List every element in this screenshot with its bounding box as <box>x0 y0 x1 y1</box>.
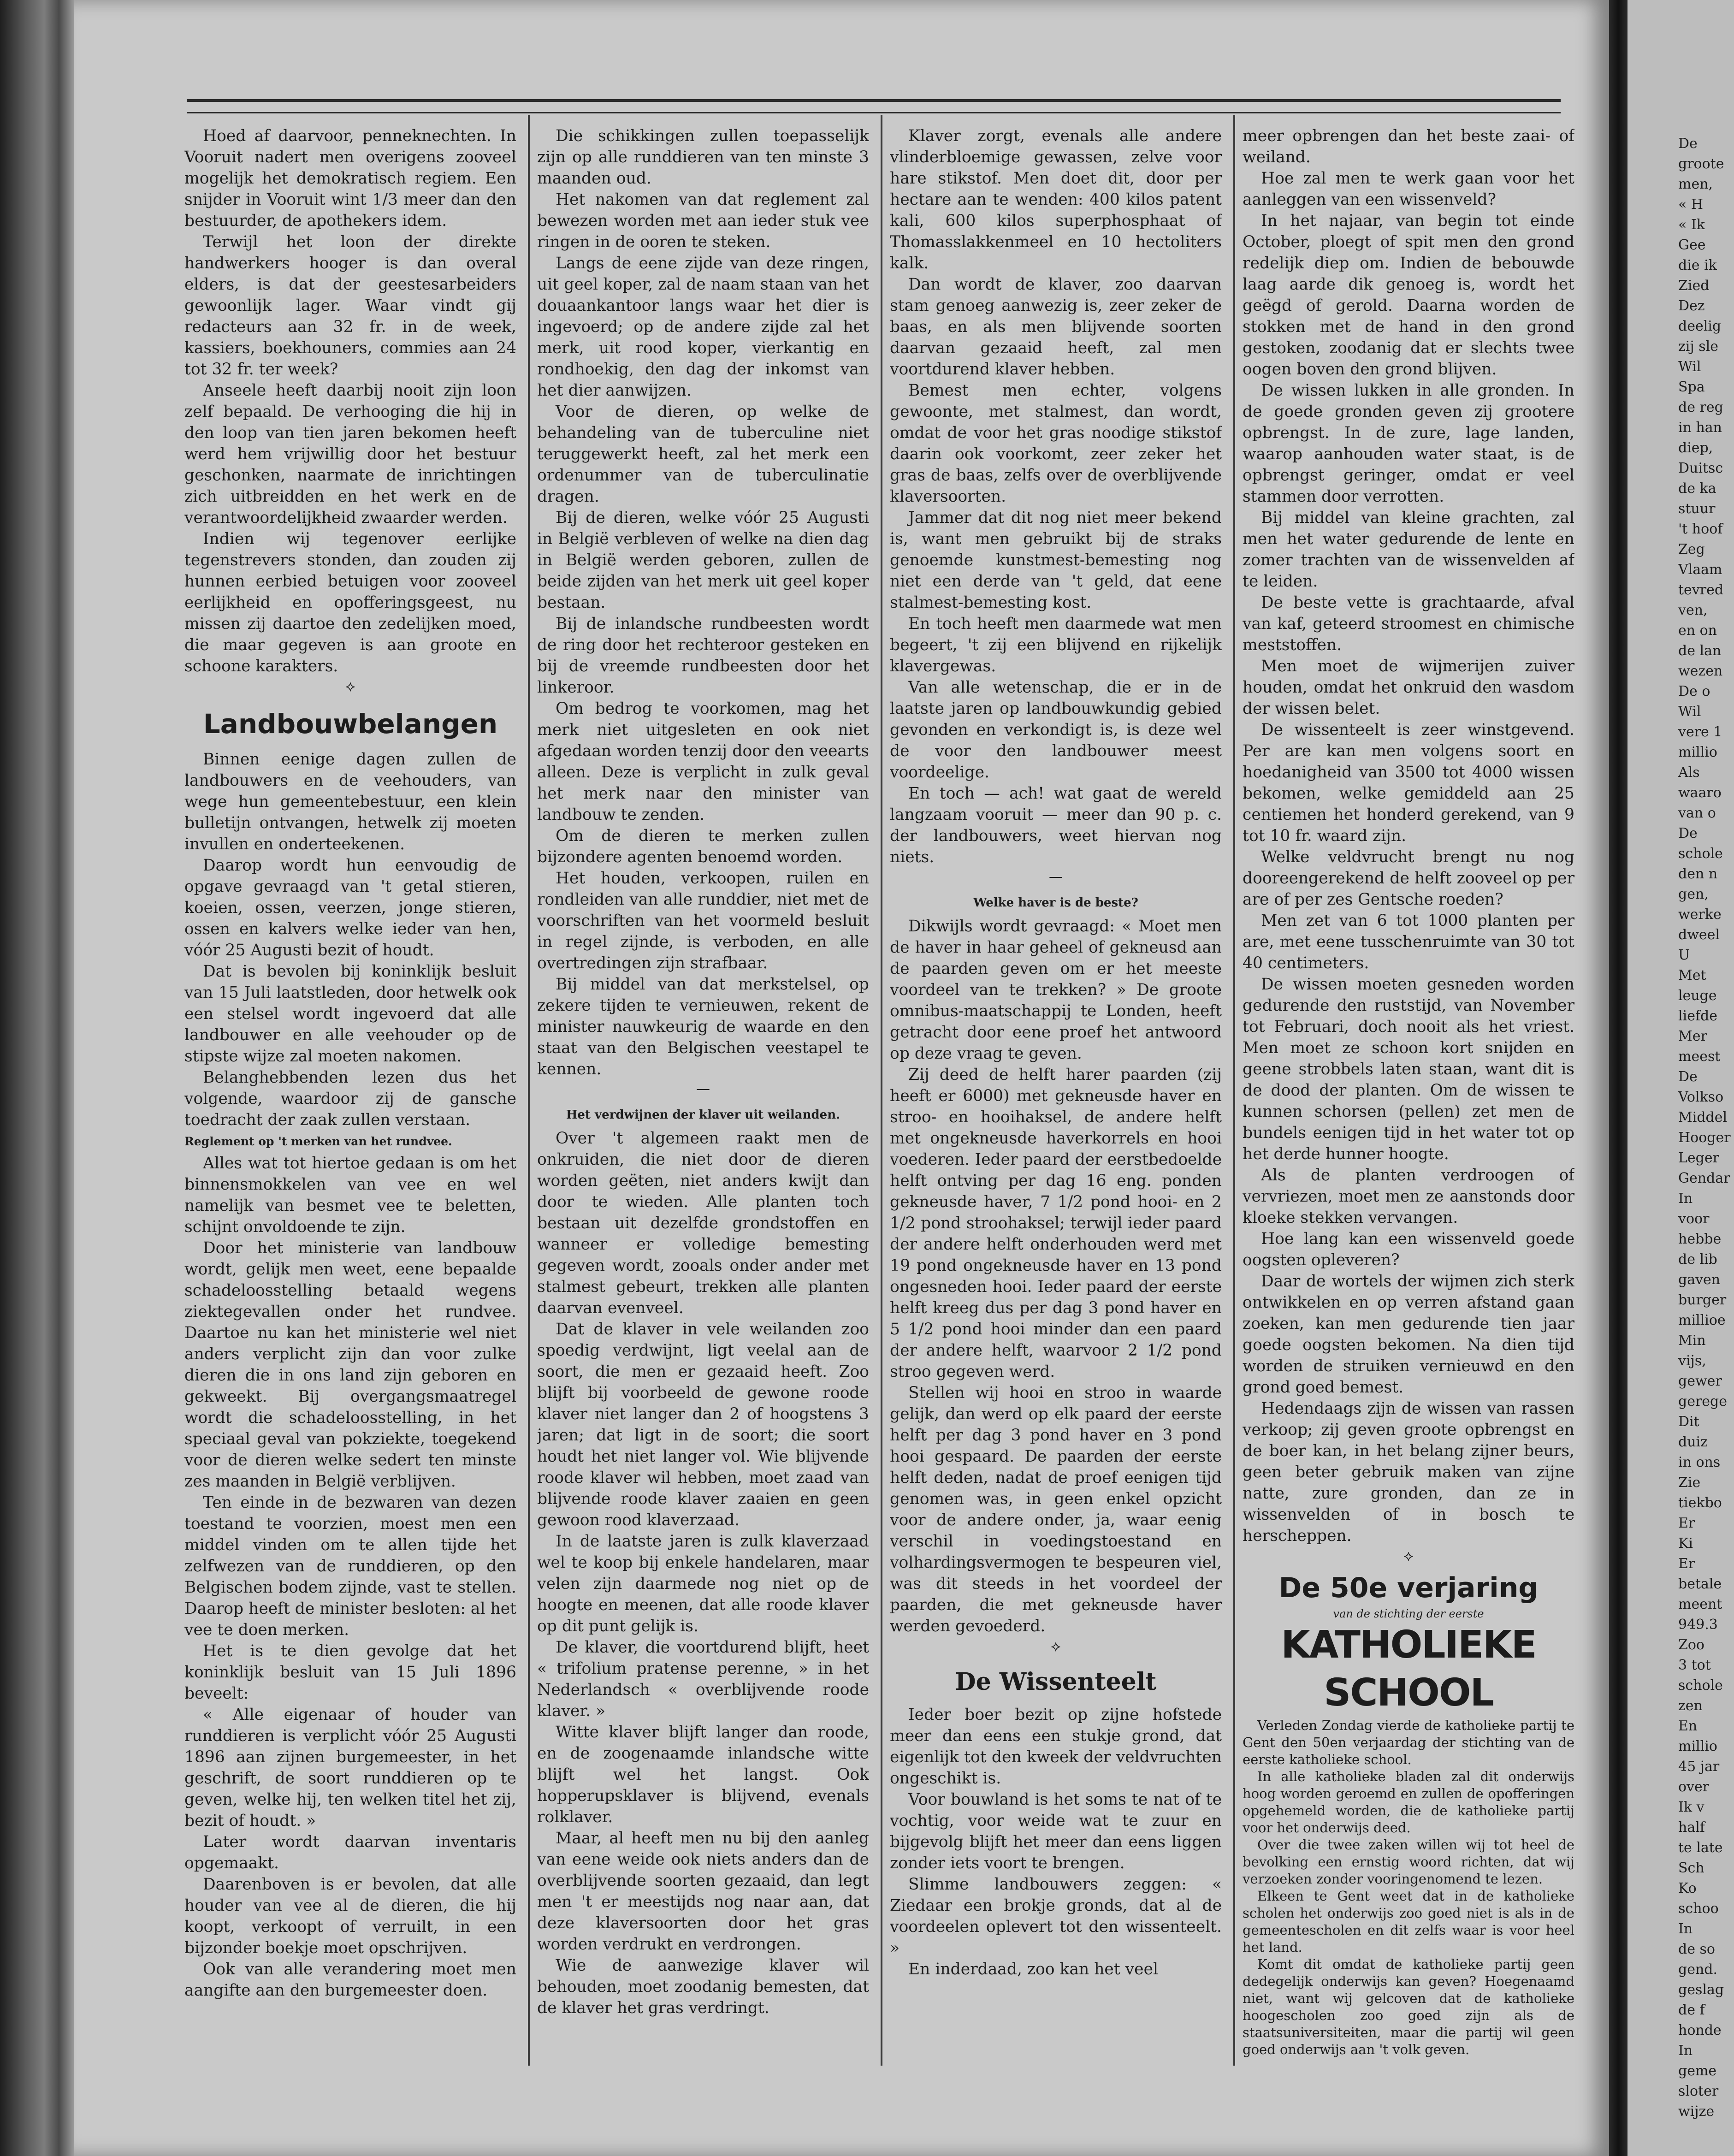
paragraph: In het najaar, van begin tot einde October, ploegt of spit men den grond redelijk diep om. Indien de bebouwde laag aarde dik genoeg is, wordt het geëgd of gerold. Daarna worden de stokken met de hand in den grond gestoken, zoodanig dat er slechts twee oogen boven den grond blijven. <box>1243 212 1574 379</box>
paragraph: Ook van alle verandering moet men aangifte aan den burgemeester doen. <box>184 1960 516 2000</box>
ornament-divider: ⟡ <box>345 677 355 695</box>
paragraph: Over 't algemeen raakt men de onkruiden, die niet door de dieren worden geëten, niet anders kwijt dan door te wieden. Alle planten toch bestaan uit dezelfde grondstoffen en wanneer er volledige bemesting gegeven wordt, zooals onder ander met stalmest gebeurt, trekken alle planten daarvan evenveel. <box>537 1129 869 1317</box>
paragraph: Bij de inlandsche rundbeesten wordt de ring door het rechteroor gesteken en bij de vreemde rundbeesten door het linkeroor. <box>537 615 869 697</box>
paragraph: Wie de aanwezige klaver wil behouden, moet zoodanig bemesten, dat de klaver het gras verdringt. <box>537 1956 869 2017</box>
next-page-line: 't hoof <box>1678 521 1723 537</box>
paragraph: Belanghebbenden lezen dus het volgende, waardoor zij de gansche toedracht der zaak zullen verstaan. <box>184 1068 516 1129</box>
next-page-line: Mer <box>1678 1028 1707 1044</box>
next-page-line: U <box>1678 947 1690 963</box>
next-page-line: Met <box>1678 967 1706 983</box>
next-page-line: tevred <box>1678 582 1724 598</box>
next-page-line: dweel <box>1678 927 1720 943</box>
next-page-line: 45 jar <box>1678 1759 1720 1775</box>
next-page-line: gaven <box>1678 1272 1721 1288</box>
paragraph: Indien wij tegenover eerlijke tegenstrevers stonden, dan zouden zij hunnen eerbied betuigen voor zooveel eerlijkheid en opofferingsgeest, nu missen zij daartoe den zedelijken moed, die maar gegeven is aan groote en schoone karakters. <box>184 530 516 675</box>
paragraph: Als de planten verdroogen of vervriezen, moet men ze aanstonds door kloeke stekken vervangen. <box>1243 1166 1574 1227</box>
next-page-line: meest <box>1678 1048 1721 1065</box>
next-page-line: Ki <box>1678 1535 1693 1552</box>
book-edge <box>0 0 74 2156</box>
next-page-line: Dez <box>1678 298 1705 314</box>
next-page-line: de lan <box>1678 643 1722 659</box>
next-page-line: wezen <box>1678 663 1723 679</box>
paragraph: De wissen moeten gesneden worden gedurende den ruststijd, van November tot Februari, doch nooit als het vriest. Men moet ze schoon kort snijden en geene strobbels laten staan, want dit is de dood der planten. Om de wissen te kunnen schorsen (pellen) zet men de bundels eenigen tijd in het water tot op het derde hunner hoogte. <box>1243 975 1574 1163</box>
next-page-line: De o <box>1678 683 1710 699</box>
paragraph: Voor de dieren, op welke de behandeling van de tuberculine niet teruggewerkt heeft, zal het merk een ordenummer van de tuberculinatie dragen. <box>537 403 869 506</box>
next-page-line: Volkso <box>1678 1089 1724 1105</box>
next-page-line: in han <box>1678 420 1722 436</box>
next-page-line: millio <box>1678 744 1717 760</box>
paragraph: Dat de klaver in vele weilanden zoo spoedig verdwijnt, ligt veelal aan de soort, die men er gezaaid heeft. Zoo blijft bij voorbeeld de gewone roode klaver niet langer dan 2 of hoogstens 3 jaren; dat ligt in de soort; die soort houdt het niet langer vol. Wie blijvende roode klaver wil hebben, moet zaad van blijvende roode klaver zaaien en geen gewoon rood klaverzaad. <box>537 1320 869 1529</box>
next-page-line: schole <box>1678 846 1723 862</box>
paragraph: De klaver, die voortdurend blijft, heet « trifolium pratense perenne, » in het Nederlandsch « overblijvende roode klaver. » <box>537 1638 869 1720</box>
next-page-line: de ka <box>1678 480 1716 497</box>
next-page-line: de so <box>1678 1941 1715 1957</box>
paragraph: Het is te dien gevolge dat het koninklijk besluit van 15 Juli 1896 beveelt: <box>184 1642 516 1703</box>
paragraph: Het nakomen van dat reglement zal bewezen worden met aan ieder stuk vee ringen in de ooren te steken. <box>537 190 869 251</box>
paragraph: Klaver zorgt, evenals alle andere vlinderbloemige gewassen, zelve voor hare stikstof. Men doet dit, door per hectare aan te wenden: 400 kilos patent kali, 600 kilos superphosphaat of Thomasslakkenmeel en 10 hectoliters kalk. <box>890 127 1222 272</box>
next-page-line: tiekbo <box>1678 1495 1722 1511</box>
paragraph: Hoe lang kan een wissenveld goede oogsten opleveren? <box>1243 1230 1574 1269</box>
section-heading: Landbouwbelangen <box>203 708 498 740</box>
paragraph: Later wordt daarvan inventaris opgemaakt. <box>184 1833 516 1872</box>
paragraph: En inderdaad, zoo kan het veel <box>908 1960 1159 1978</box>
next-page-line: Er <box>1678 1515 1695 1531</box>
paragraph: Welke veldvrucht brengt nu nog dooreengerekend de helft zooveel op per are of per zes Gentsche roeden? <box>1243 848 1574 909</box>
next-page-line: meent <box>1678 1596 1722 1612</box>
next-page-line: gend. <box>1678 1961 1718 1978</box>
next-page-line: geme <box>1678 2063 1717 2079</box>
paragraph: Hoed af daarvoor, penneknechten. In Vooruit nadert men overigens zooveel mogelijk het demokratisch regiem. Een snijder in Vooruit wint 1/3 meer dan den bestuurder, de apothekers idem. <box>184 127 516 230</box>
next-page-line: burger <box>1678 1292 1727 1308</box>
newspaper-page <box>74 0 1609 2156</box>
paragraph: En toch — ach! wat gaat de wereld langzaam vooruit — meer dan 90 p. c. der landbouwers, weet hiervan nog niets. <box>890 784 1222 866</box>
next-page-line: vijs, <box>1678 1353 1706 1369</box>
paragraph: Dikwijls wordt gevraagd: « Moet men de haver in haar geheel of gekneusd aan de paarden geven om er het meeste voordeel van te trekken? » De groote omnibus-maatschappij te Londen, heeft getracht door eene proef het antwoord op deze vraag te geven. <box>890 917 1222 1063</box>
next-page-line: Leger <box>1678 1150 1719 1166</box>
paragraph: Jammer dat dit nog niet meer bekend is, want men gebruikt bij de straks genoemde kunstmest-bemesting nog niet een derde van 't geld, dat eene stalmest-bemesting kost. <box>890 509 1222 612</box>
next-page-line: vere 1 <box>1678 724 1722 740</box>
paragraph: Die schikkingen zullen toepasselijk zijn op alle runddieren van ten minste 3 maanden oud. <box>537 127 869 188</box>
next-page-line: waaro <box>1678 785 1722 801</box>
next-page-line: diep, <box>1678 440 1713 456</box>
paragraph: Terwijl het loon der direkte handwerkers hooger is dan overal elders, is dat der geestesarbeiders gewoonlijk lager. Waar vindt gij redacteurs aan 32 fr. in de week, kassiers, boekhouners, commies aan 24 tot 32 fr. ter week? <box>184 233 516 379</box>
paragraph: Men moet de wijmerijen zuiver houden, omdat het onkruid den wasdom der wissen belet. <box>1243 657 1574 718</box>
next-page-line: ven, <box>1678 602 1708 618</box>
next-page-line: half <box>1678 1819 1705 1836</box>
paragraph: Men zet van 6 tot 1000 planten per are, met eene tusschenruimte van 30 tot 40 centimeters. <box>1243 912 1574 972</box>
next-page-line: de reg <box>1678 399 1723 415</box>
paragraph: De wissenteelt is zeer winstgevend. Per are kan men volgens soort en hoedanigheid van 3500 tot 4000 wissen bekomen, welke gemiddeld aan 25 centiemen het honderd gerekend, van 9 tot 10 fr. waard zijn. <box>1243 721 1574 845</box>
paragraph: In de laatste jaren is zulk klaverzaad wel te koop bij enkele handelaren, maar velen zijn daarmede nog niet op de hoogte en meenen, dat alle roode klaver op dit punt gelijk is. <box>537 1532 869 1635</box>
next-page-line: Middel <box>1678 1109 1728 1125</box>
paragraph: Voor bouwland is het soms te nat of te vochtig, voor weide wat te zuur en bijgevolg blijft het meer dan eens liggen zonder iets voort te brengen. <box>890 1790 1222 1872</box>
next-page-line: gewer <box>1678 1373 1722 1389</box>
paragraph: meer opbrengen dan het beste zaai- of weiland. <box>1243 127 1574 166</box>
paragraph: De wissen lukken in alle gronden. In de goede gronden geven zij grootere opbrengst. In de zure, lage landen, waarop aanhouden water staat, is de opbrengst geringer, omdat er veel stammen door verrotten. <box>1243 381 1574 506</box>
next-page-line: Als <box>1678 764 1700 781</box>
next-page-line: In <box>1678 1191 1693 1207</box>
next-page-line: millio <box>1678 1738 1717 1754</box>
dash-divider: — <box>1049 869 1063 885</box>
next-page-line: De <box>1678 825 1698 841</box>
next-page-line: leuge <box>1678 988 1717 1004</box>
next-page-line: in ons <box>1678 1454 1721 1470</box>
next-page-line: gerege <box>1678 1393 1728 1410</box>
next-page-line: groote <box>1678 156 1724 172</box>
column-rule <box>1233 115 1235 2066</box>
article-heading: De 50e verjaring <box>1278 1572 1539 1604</box>
next-page-line: Wil <box>1678 359 1701 375</box>
book-gutter <box>1609 0 1627 2156</box>
paragraph: Slimme landbouwers zeggen: « Ziedaar een brokje gronds, dat al de voordeelen oplevert tot den wissenteelt. » <box>890 1875 1222 1957</box>
next-page-line: Gee <box>1678 237 1706 253</box>
paragraph: De beste vette is grachtaarde, afval van kaf, geteerd stroomest en chimische meststoffen. <box>1243 593 1574 654</box>
column-rule <box>528 115 530 2066</box>
next-page-line: millioe <box>1678 1312 1726 1328</box>
next-page-line: liefde <box>1678 1008 1718 1024</box>
paragraph: Hedendaags zijn de wissen van rassen verkoop; zij geven groote opbrengst en de boer kan, in het belang zijner beurs, geen beter gebruik maken van zijne natte, zure gronden, dan ze in wissenvelden of in bosch te herscheppen. <box>1243 1399 1574 1545</box>
paragraph: Daarop wordt hun eenvoudig de opgave gevraagd van 't getal stieren, koeien, ossen, veerzen, jonge stieren, ossen en kalvers welke ieder van hen, vóór 25 Augusti bezit of houdt. <box>184 856 516 960</box>
next-page-line: In <box>1678 2043 1693 2059</box>
column-4 <box>1243 125 1574 2108</box>
paragraph: Door het ministerie van landbouw wordt, gelijk men weet, eene bepaalde schadeloosstelling betaald wegens ziektegevallen onder het rundvee. Daartoe nu kan het ministerie wel niet anders verplicht zijn dan voor zulke dieren die in ons land zijn geboren en gekweekt. Bij overgangsmaatregel wordt die schadeloosstelling, in het speciaal geval van pokziekte, toegekend voor de dieren welke sedert ten minste zes maanden in België verblijven. <box>184 1239 516 1491</box>
paragraph: Bij middel van kleine grachten, zal men het water gedurende de lente en zomer trachten van de wissenvelden af te leiden. <box>1243 509 1574 591</box>
next-page-line: In <box>1678 1921 1693 1937</box>
next-page-line: Zeg <box>1678 541 1705 557</box>
next-page-line: en on <box>1678 622 1717 639</box>
next-page-line: den n <box>1678 866 1718 882</box>
next-page-line: hebbe <box>1678 1231 1722 1247</box>
dash-divider: — <box>696 1081 710 1097</box>
paragraph: Hoe zal men te werk gaan voor het aanleggen van een wissenveld? <box>1243 169 1574 209</box>
next-page-line: stuur <box>1678 501 1716 517</box>
paragraph: In alle katholieke bladen zal dit onderwijs hoog worden geroemd en zullen de opofferingen opgehemeld worden, die de katholieke partij voor het onderwijs deed. <box>1243 1769 1574 1836</box>
paragraph: Bij de dieren, welke vóór 25 Augusti in België verbleven of welke na dien dag in België werden geboren, zullen de beide zijden van het merk uit geel koper bestaan. <box>537 509 869 612</box>
article-subtitle: van de stichting der eerste <box>1333 1607 1484 1620</box>
next-page-line: Er <box>1678 1556 1695 1572</box>
next-page-line: duiz <box>1678 1434 1708 1450</box>
next-page-line: gen, <box>1678 886 1709 902</box>
paragraph: Anseele heeft daarbij nooit zijn loon zelf bepaald. De verhooging die hij in den loop van tien jaren bekomen heeft werd hem vrijwillig door het bestuur geschonken, naarmate de inrichtingen zich uitbreidden en het werk en de verantwoordelijkheid zwaarder werden. <box>184 381 516 527</box>
next-page-text <box>1627 0 1734 2122</box>
next-page-line: Hooger <box>1678 1130 1731 1146</box>
next-page-line: honde <box>1678 2022 1722 2038</box>
next-page-line: En <box>1678 1718 1698 1734</box>
next-page-line: schole <box>1678 1677 1723 1694</box>
next-page-line: Min <box>1678 1333 1706 1349</box>
paragraph: Het houden, verkoopen, ruilen en rondleiden van alle runddier, niet met de voorschriften van het voormeld besluit in regel zijnde, is verboden, en alle overtredingen zijn strafbaar. <box>537 869 869 972</box>
paragraph: Stellen wij hooi en stroo in waarde gelijk, dan werd op elk paard der eerste helft per dag 3 pond haver en 3 pond hooi gespaard. De paarden der eerste helft deden, nadat de proef eenigen tijd genomen was, in geen enkel opzicht voor de andere onder, ja, waar eenig verschil in voedingstoestand en volhardingsvermogen te bespeuren viel, was dit steeds in het voordeel der paarden, die met gekneusde haver werden gevoederd. <box>890 1384 1222 1635</box>
ornament-divider: ⟡ <box>1403 1547 1414 1564</box>
subheading: Welke haver is de beste? <box>973 896 1138 910</box>
paragraph: Ieder boer bezit op zijne hofstede meer dan eens een stukje grond, dat eigenlijk tot den kweek der veldvruchten ongeschikt is. <box>890 1706 1222 1788</box>
column-2 <box>537 125 869 2108</box>
paragraph: Alles wat tot hiertoe gedaan is om het binnensmokkelen van vee en wel namelijk van besmet vee te beletten, schijnt onvoldoende te zijn. <box>184 1154 516 1236</box>
article-heading: De Wissenteelt <box>955 1668 1157 1696</box>
paragraph: Daar de wortels der wijmen zich sterk ontwikkelen en op verren afstand gaan zoeken, kan men gedurende tien jaar goede oogsten bekomen. Na dien tijd worden de struiken vernieuwd en den grond goed bemest. <box>1243 1272 1574 1397</box>
next-page-line: Zie <box>1678 1475 1701 1491</box>
next-page-line: schoo <box>1678 1901 1719 1917</box>
paragraph: Verleden Zondag vierde de katholieke partij te Gent den 50en verjaardag der stichting van de eerste katholieke school. <box>1243 1718 1574 1767</box>
next-page-strip <box>1627 0 1734 2156</box>
paragraph: Dan wordt de klaver, zoo daarvan stam genoeg aanwezig is, zeer zeker de baas, en als men blijvende soorten daarvan gezaaid heeft, zal men voortdurend klaver hebben. <box>890 275 1222 379</box>
next-page-line: De <box>1678 1069 1698 1085</box>
paragraph: Dat is bevolen bij koninklijk besluit van 15 Juli laatstleden, door hetwelk ook een stelsel wordt ingevoerd dat alle landbouwer en alle veehouder op de stipste wijze zal moeten nakomen. <box>184 962 516 1066</box>
next-page-line: Sch <box>1678 1860 1704 1876</box>
next-page-line: betale <box>1678 1576 1722 1592</box>
next-page-line: « H <box>1678 196 1704 213</box>
paragraph: Witte klaver blijft langer dan roode, en de zoogenaamde inlandsche witte blijft wel het langst. Ook hopperupsklaver is blijvend, evenals rolklaver. <box>537 1723 869 1826</box>
next-page-line: over <box>1678 1779 1710 1795</box>
next-page-line: Spa <box>1678 379 1705 395</box>
next-page-line: 3 tot <box>1678 1657 1711 1673</box>
paragraph: Bij middel van dat merkstelsel, op zekere tijden te vernieuwen, rekent de minister nauwkeurig de waarde en den staat van den Belgischen veestapel te kennen. <box>537 975 869 1078</box>
paragraph: Daarenboven is er bevolen, dat alle houder van vee al de dieren, die hij koopt, verkoopt of verruilt, in een bijzonder boekje moet opschrijven. <box>184 1875 516 1957</box>
paragraph: Langs de eene zijde van deze ringen, uit geel koper, zal de naam staan van het douaankantoor langs waar het dier is ingevoerd; op de andere zijde zal het merk, uit rood koper, vierkantig en rondhoekig, den dag der inkomst van het dier aanwijzen. <box>537 254 869 400</box>
next-page-line: voor <box>1678 1211 1710 1227</box>
next-page-line: Wil <box>1678 704 1701 720</box>
next-page-line: de f <box>1678 2002 1705 2018</box>
article-body <box>1243 1717 1574 2058</box>
next-page-line: van o <box>1678 805 1716 821</box>
next-page-line: men, <box>1678 176 1713 192</box>
next-page-line: Ik v <box>1678 1799 1704 1815</box>
paragraph: Maar, al heeft men nu bij den aanleg van eene weide ook niets anders dan de overblijvende soorten gezaaid, dan legt men 't er meestijds nog naar aan, dat deze klaversoorten door het gras worden verdrukt en verdrongen. <box>537 1829 869 1954</box>
next-page-line: zij sle <box>1678 338 1718 355</box>
next-page-line: 949.3 <box>1678 1617 1718 1633</box>
paragraph: « Alle eigenaar of houder van runddieren is verplicht vóór 25 Augusti 1896 aan zijnen burgemeester, in het geschrift, de soort runddieren op te geven, welke hij, ten welken titel het zij, bezit of houdt. » <box>184 1706 516 1830</box>
next-page-line: « Ik <box>1678 217 1705 233</box>
next-page-line: deelig <box>1678 318 1722 334</box>
next-page-line: Zoo <box>1678 1637 1704 1653</box>
paragraph: Binnen eenige dagen zullen de landbouwers en de veehouders, van wege hun gemeentebestuur, een klein bulletijn ontvangen, hetwelk zij moeten invullen en onderteekenen. <box>184 750 516 853</box>
column-1 <box>184 125 516 2108</box>
next-page-line: Vlaam <box>1678 562 1722 578</box>
next-page-line: Gendar <box>1678 1170 1730 1186</box>
top-rule <box>187 99 1561 113</box>
next-page-line: werke <box>1678 906 1722 923</box>
paragraph: Van alle wetenschap, die er in de laatste jaren op landbouwkundig gebied gevonden en verkondigt is, is deze wel de voor den landbouwer meest voordeelige. <box>890 678 1222 782</box>
column-rule <box>881 115 882 2066</box>
column-3 <box>890 125 1222 2108</box>
next-page-line: Dit <box>1678 1414 1699 1430</box>
next-page-line: geslag <box>1678 1982 1724 1998</box>
next-page-line: Zied <box>1678 278 1710 294</box>
next-page-line: zen <box>1678 1698 1703 1714</box>
next-page-line: Duitsc <box>1678 460 1723 476</box>
paragraph: Bemest men echter, volgens gewoonte, met stalmest, dan wordt, omdat de voor het gras noodige stikstof daarin ook voorkomt, zeer zeker het gras de baas, zelfs over de overblijvende klaversoorten. <box>890 381 1222 506</box>
paragraph: Om de dieren te merken zullen bijzondere agenten benoemd worden. <box>537 827 869 866</box>
paragraph: Om bedrog te voorkomen, mag het merk niet uitgesleten en ook niet afgedaan worden tenzij door den veearts alleen. Deze is verplicht in zulk geval het merk naar den minister van landbouw te zenden. <box>537 699 869 824</box>
paragraph: En toch heeft men daarmede wat men begeert, 't zij een blijvend en rijkelijk klavergewas. <box>890 615 1222 675</box>
next-page-line: te late <box>1678 1840 1723 1856</box>
paragraph: Ten einde in de bezwaren van dezen toestand te voorzien, moest men een middel vinden om te allen tijde het zelfwezen van de runddieren, op den Belgischen bodem zijnde, vast te stellen. Daarop heeft de minister besloten: al het vee te doen merken. <box>184 1493 516 1639</box>
subheading: Reglement op 't merken van het rundvee. <box>184 1135 452 1148</box>
article-title: KATHOLIEKE SCHOOL <box>1281 1623 1536 1715</box>
next-page-line: De <box>1678 136 1698 152</box>
next-page-line: sloter <box>1678 2083 1719 2099</box>
subheading: Het verdwijnen der klaver uit weilanden. <box>566 1108 840 1122</box>
next-page-line: wijze <box>1678 2103 1715 2120</box>
next-page-line: die ik <box>1678 257 1717 273</box>
next-page-line: Ko <box>1678 1880 1697 1896</box>
paragraph: Over die twee zaken willen wij tot heel de bevolking een ernstig woord richten, dat wij verzoeken zonder vooringenomend te lezen. <box>1243 1837 1574 1887</box>
paragraph: Komt dit omdat de katholieke partij geen dedegelijk onderwijs kan geven? Hoegenaamd niet, want wij gelcoven dat de katholieke hoogescholen zoo goed zijn als de staatsuniversiteiten, maar die partij wil geen goed onderwijs aan 't volk geven. <box>1243 1956 1574 2057</box>
ornament-divider: ⟡ <box>1051 1637 1061 1655</box>
paragraph: Zij deed de helft harer paarden (zij heeft er 6000) met gekneusde haver en stroo- en hooihaksel, de andere helft met ongekneusde haverkorrels en hooi voederen. Ieder paard der eerstbedoelde helft ontving per dag 16 eng. ponden gekneusde haver, 7 1/2 pond hooi- en 2 1/2 pond stroohaksel; terwijl ieder paard der andere helft onderhouden werd met 19 pond ongekneusde haver en 13 pond ongesneden hooi. Ieder paard der eerste helft kreeg dus per dag 3 pond haver en 5 1/2 pond hooi minder dan een paard der andere helft, waarvoor 2 1/2 pond stroo gegeven werd. <box>890 1066 1222 1381</box>
paragraph: Elkeen te Gent weet dat in de katholieke scholen het onderwijs zoo goed niet is als in de gemeentescholen en dit zelfs waar is voor heel het land. <box>1243 1888 1574 1955</box>
next-page-line: de lib <box>1678 1251 1717 1268</box>
